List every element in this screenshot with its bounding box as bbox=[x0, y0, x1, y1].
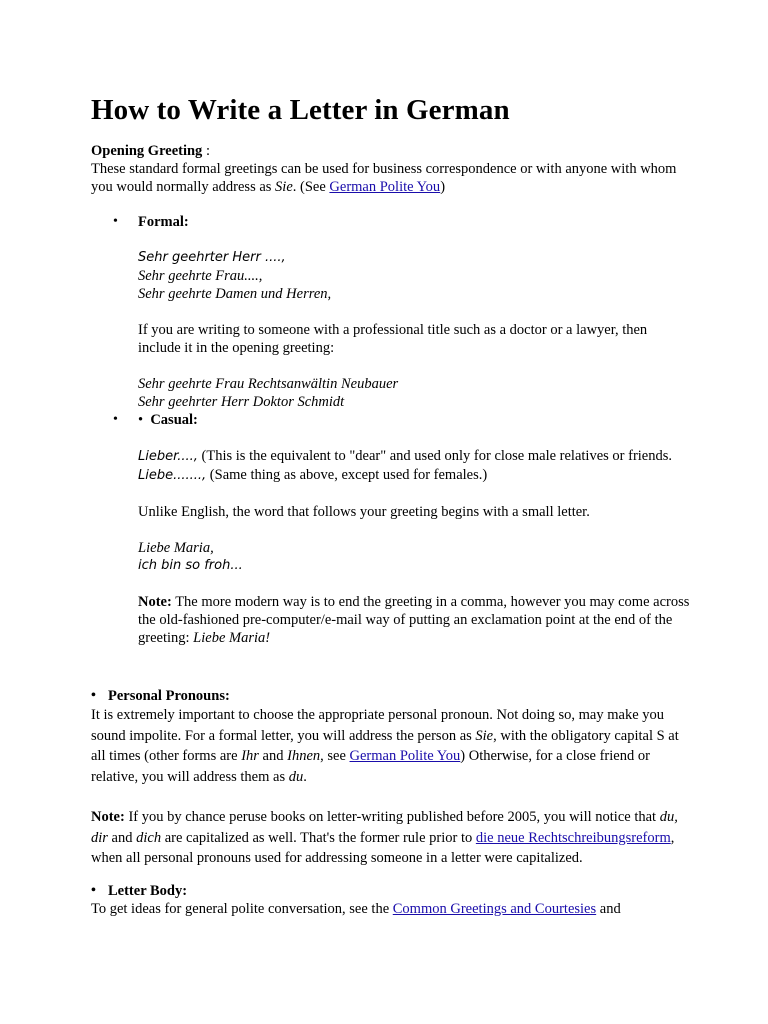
pronouns-note-words: du, dir bbox=[91, 809, 678, 846]
title-examples bbox=[138, 375, 691, 411]
liebe-note: (Same thing as above, except used for females.) bbox=[206, 467, 488, 483]
opening-intro bbox=[91, 160, 691, 196]
pronouns-note-b: are capitalized as well. That's the former rule prior to bbox=[161, 829, 476, 846]
opening-section bbox=[91, 142, 691, 196]
pronouns-du: du bbox=[288, 768, 304, 785]
title-example-1: Sehr geehrte Frau Rechtsanwältin Neubauer bbox=[138, 376, 399, 392]
pronouns-text-b: , with the obligatory capital S at all times (other forms are bbox=[91, 727, 679, 764]
opening-colon: : bbox=[202, 143, 210, 159]
common-greetings-link[interactable]: Common Greetings and Courtesies bbox=[392, 900, 597, 917]
pronouns-sie: Sie bbox=[475, 727, 494, 744]
pronouns-section bbox=[91, 687, 691, 869]
pronouns-note bbox=[91, 807, 691, 869]
pronouns-note-and: and bbox=[107, 829, 137, 846]
casual-note-text: The more modern way is to end the greeting in a comma, however you may come across the old-fashioned pre-computer/e-mail way of putting an exclamation point at the end of the greeting: bbox=[138, 594, 690, 646]
casual-example-1: Liebe Maria, bbox=[138, 540, 214, 556]
lieber-greeting: Lieber...., bbox=[138, 449, 198, 464]
small-letter-note: Unlike English, the word that follows your greeting begins with a small letter. bbox=[138, 504, 590, 520]
pronouns-paragraph bbox=[91, 705, 691, 787]
liebe-greeting: Liebe......., bbox=[138, 468, 207, 483]
pronouns-ihnen: Ihnen bbox=[287, 748, 321, 764]
title-note: If you are writing to someone with a professional title such as a doctor or a lawyer, then include it in the opening greeting: bbox=[138, 322, 648, 356]
lieber-line bbox=[138, 447, 691, 466]
casual-examples bbox=[138, 539, 691, 575]
formal-greeting-1: Sehr geehrter Herr ...., bbox=[138, 250, 286, 265]
pronouns-note-dich: dich bbox=[136, 829, 162, 846]
list-item-casual bbox=[91, 411, 691, 647]
greeting-list bbox=[91, 213, 691, 647]
formal-greetings bbox=[138, 249, 691, 303]
formal-greeting-3: Sehr geehrte Damen und Herren, bbox=[138, 286, 332, 302]
body-paragraph bbox=[91, 900, 691, 918]
casual-note-label: Note: bbox=[138, 594, 172, 610]
pronouns-and: and bbox=[258, 748, 288, 764]
pronouns-ihr: Ihr bbox=[241, 748, 259, 764]
opening-heading-line bbox=[91, 142, 691, 160]
casual-example-2: ich bin so froh... bbox=[138, 558, 243, 573]
german-polite-you-link[interactable]: German Polite You bbox=[329, 179, 441, 195]
casual-label: Casual: bbox=[150, 412, 198, 428]
opening-intro-text: These standard formal greetings can be used for business correspondence or with anyone with whom you would normally address as bbox=[91, 161, 677, 195]
pronouns-text-c: , see bbox=[320, 748, 350, 764]
casual-note-example: Liebe Maria! bbox=[193, 630, 271, 646]
body-text-b: and bbox=[596, 900, 621, 917]
opening-intro-text-3: ) bbox=[440, 179, 446, 195]
formal-greeting-2: Sehr geehrte Frau...., bbox=[138, 268, 263, 284]
body-heading: Letter Body: bbox=[108, 882, 188, 899]
opening-intro-sie: Sie bbox=[275, 179, 293, 195]
german-polite-you-link-2[interactable]: German Polite You bbox=[349, 748, 461, 764]
pronouns-note-a: If you by chance peruse books on letter-writing published before 2005, you will notice that bbox=[124, 809, 660, 825]
page-title: How to Write a Letter in German bbox=[91, 94, 510, 126]
body-section bbox=[91, 882, 691, 918]
casual-note bbox=[138, 593, 691, 647]
pronouns-heading-line bbox=[91, 687, 691, 705]
body-heading-line bbox=[91, 882, 691, 900]
bullet-icon: • bbox=[113, 412, 118, 427]
formal-label: Formal: bbox=[138, 214, 189, 230]
pronouns-note-label: Note: bbox=[91, 809, 125, 825]
liebe-line bbox=[138, 466, 691, 485]
casual-label-line bbox=[138, 411, 691, 429]
pronouns-text-d: ) Otherwise, for a close friend or relative, you will address them as bbox=[91, 748, 650, 785]
pronouns-text-a: It is extremely important to choose the appropriate personal pronoun. Not doing so, may make you sound impolite. For a formal letter, you will address the person as bbox=[91, 707, 665, 744]
lieber-note: (This is the equivalent to "dear" and used only for close male relatives or friends. bbox=[197, 448, 673, 464]
list-item-formal bbox=[91, 213, 691, 411]
body-text-a: To get ideas for general polite conversation, see the bbox=[91, 900, 393, 917]
pronouns-text-e: . bbox=[303, 768, 307, 785]
pronouns-heading: Personal Pronouns: bbox=[108, 688, 230, 704]
title-example-2: Sehr geehrter Herr Doktor Schmidt bbox=[138, 394, 345, 410]
rechtschreibungsreform-link[interactable]: die neue Rechtschreibungsreform bbox=[475, 829, 671, 846]
bullet-icon: • bbox=[91, 688, 96, 703]
pronouns-note-c: , when all personal pronouns used for addressing someone in a letter were capitalized. bbox=[91, 829, 675, 866]
opening-intro-text-2: . (See bbox=[292, 179, 330, 195]
inner-bullet-icon: • bbox=[138, 412, 151, 428]
opening-heading: Opening Greeting bbox=[91, 143, 203, 159]
casual-greetings bbox=[138, 447, 691, 485]
bullet-icon: • bbox=[91, 882, 96, 898]
bullet-icon: • bbox=[113, 214, 118, 229]
